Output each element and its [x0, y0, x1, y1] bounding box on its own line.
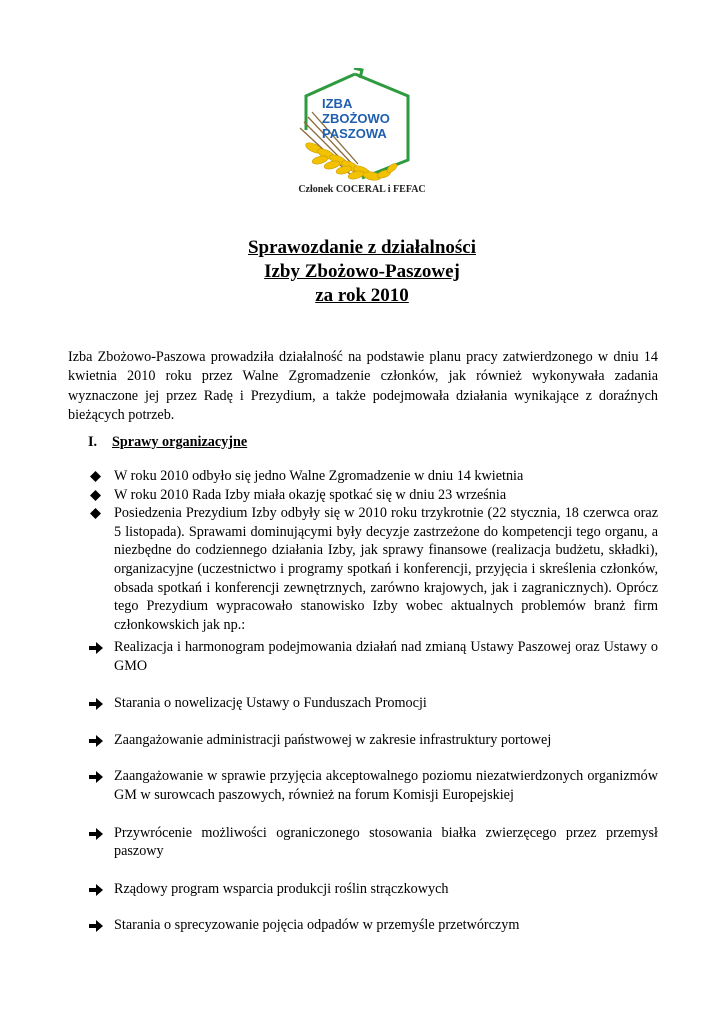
diamond-bullet-icon [90, 508, 101, 519]
list-item [88, 504, 658, 634]
document-title [150, 236, 574, 308]
title-line-3: za rok 2010 [315, 285, 409, 306]
list-item-text: W roku 2010 Rada Izby miała okazję spotkać się w dniu 23 września [114, 486, 507, 503]
logo-line: PASZOWA [322, 126, 387, 141]
list-item-text: Przywrócenie możliwości ograniczonego stosowania białka zwierzęcego przez przemysł paszowy [114, 824, 658, 860]
arrow-right-icon [89, 884, 103, 896]
list-item [88, 824, 658, 861]
list-item [88, 694, 658, 713]
section-heading [88, 434, 247, 451]
membership-line: Członek COCERAL i FEFAC [298, 184, 426, 195]
list-item [88, 916, 658, 935]
title-line-1: Sprawozdanie z działalności [247, 237, 476, 258]
arrow-right-icon [89, 735, 103, 747]
arrow-right-icon [89, 642, 103, 654]
diamond-bullet-icon [90, 471, 101, 482]
list-item [88, 767, 658, 804]
list-item [88, 467, 658, 486]
arrow-right-icon [89, 828, 103, 840]
logo-line: IZBA [322, 96, 353, 111]
logo-wordmark [322, 96, 402, 141]
list-item-text: Rządowy program wsparcia produkcji roślin strączkowych [114, 880, 449, 897]
section-label: Sprawy organizacyjne [112, 434, 248, 450]
list-item [88, 486, 658, 505]
organizational-list [88, 467, 658, 634]
title-line-2: Izby Zbożowo-Paszowej [264, 261, 460, 282]
list-item-text: Starania o nowelizację Ustawy o Funduszach Promocji [114, 695, 427, 712]
list-item-text: Zaangażowanie administracji państwowej w zakresie infrastruktury portowej [114, 731, 552, 748]
arrow-right-icon [89, 771, 103, 783]
section-number: I. [88, 434, 98, 450]
list-item-text: W roku 2010 odbyło się jedno Walne Zgromadzenie w dniu 14 kwietnia [114, 468, 524, 484]
issues-list [88, 638, 658, 935]
list-item-text: Realizacja i harmonogram podejmowania działań nad zmianą Ustawy Paszowej oraz Ustawy o GMO [114, 639, 658, 674]
intro-paragraph: Izba Zbożowo-Paszowa prowadziła działalność na podstawie planu pracy zatwierdzonego w dniu 14 kwietnia 2010 roku przez Walne Zgromadzenie członków, jak również wykonywała zadania wyznaczone jej przez Radę i Prezydium, a także podejmowała działania wynikające z doraźnych bieżących potrzeb. [68, 349, 658, 423]
list-item-text: Posiedzenia Prezydium Izby odbyły się w 2010 roku trzykrotnie (22 stycznia, 18 czerwca oraz 5 listopada). Sprawami dominującymi były decyzje zastrzeżone do kompetencji tego organu, a niezbędne do codziennego działania Izby, jak sprawy finansowe (realizacja budżetu, składki), organizacyjne (uczestnictwo i programy spotkań i konferencji, przyjęcia i skreślenia członków, obsada spotkań i konferencji zewnętrznych, zarówno krajowych, jak i zagranicznych). Oprócz tego Prezydium wypracowało stanowisko Izby wobec aktualnych problemów branż firm członkowskich jak np.: [114, 505, 658, 633]
wheat-grain-icon [304, 141, 398, 182]
list-item-text: Starania o sprecyzowanie pojęcia odpadów w przemyśle przetwórczym [114, 917, 520, 934]
arrow-right-icon [89, 698, 103, 710]
logo-line: ZBOŻOWO [322, 111, 390, 126]
diamond-bullet-icon [90, 490, 101, 501]
arrow-right-icon [89, 920, 103, 932]
list-item [88, 731, 658, 750]
list-item-text: Zaangażowanie w sprawie przyjęcia akceptowalnego poziomu niezatwierdzonych organizmów GM w surowcach paszowych, również na forum Komisji Europejskiej [114, 768, 658, 803]
list-item [88, 638, 658, 675]
list-item [88, 880, 658, 899]
